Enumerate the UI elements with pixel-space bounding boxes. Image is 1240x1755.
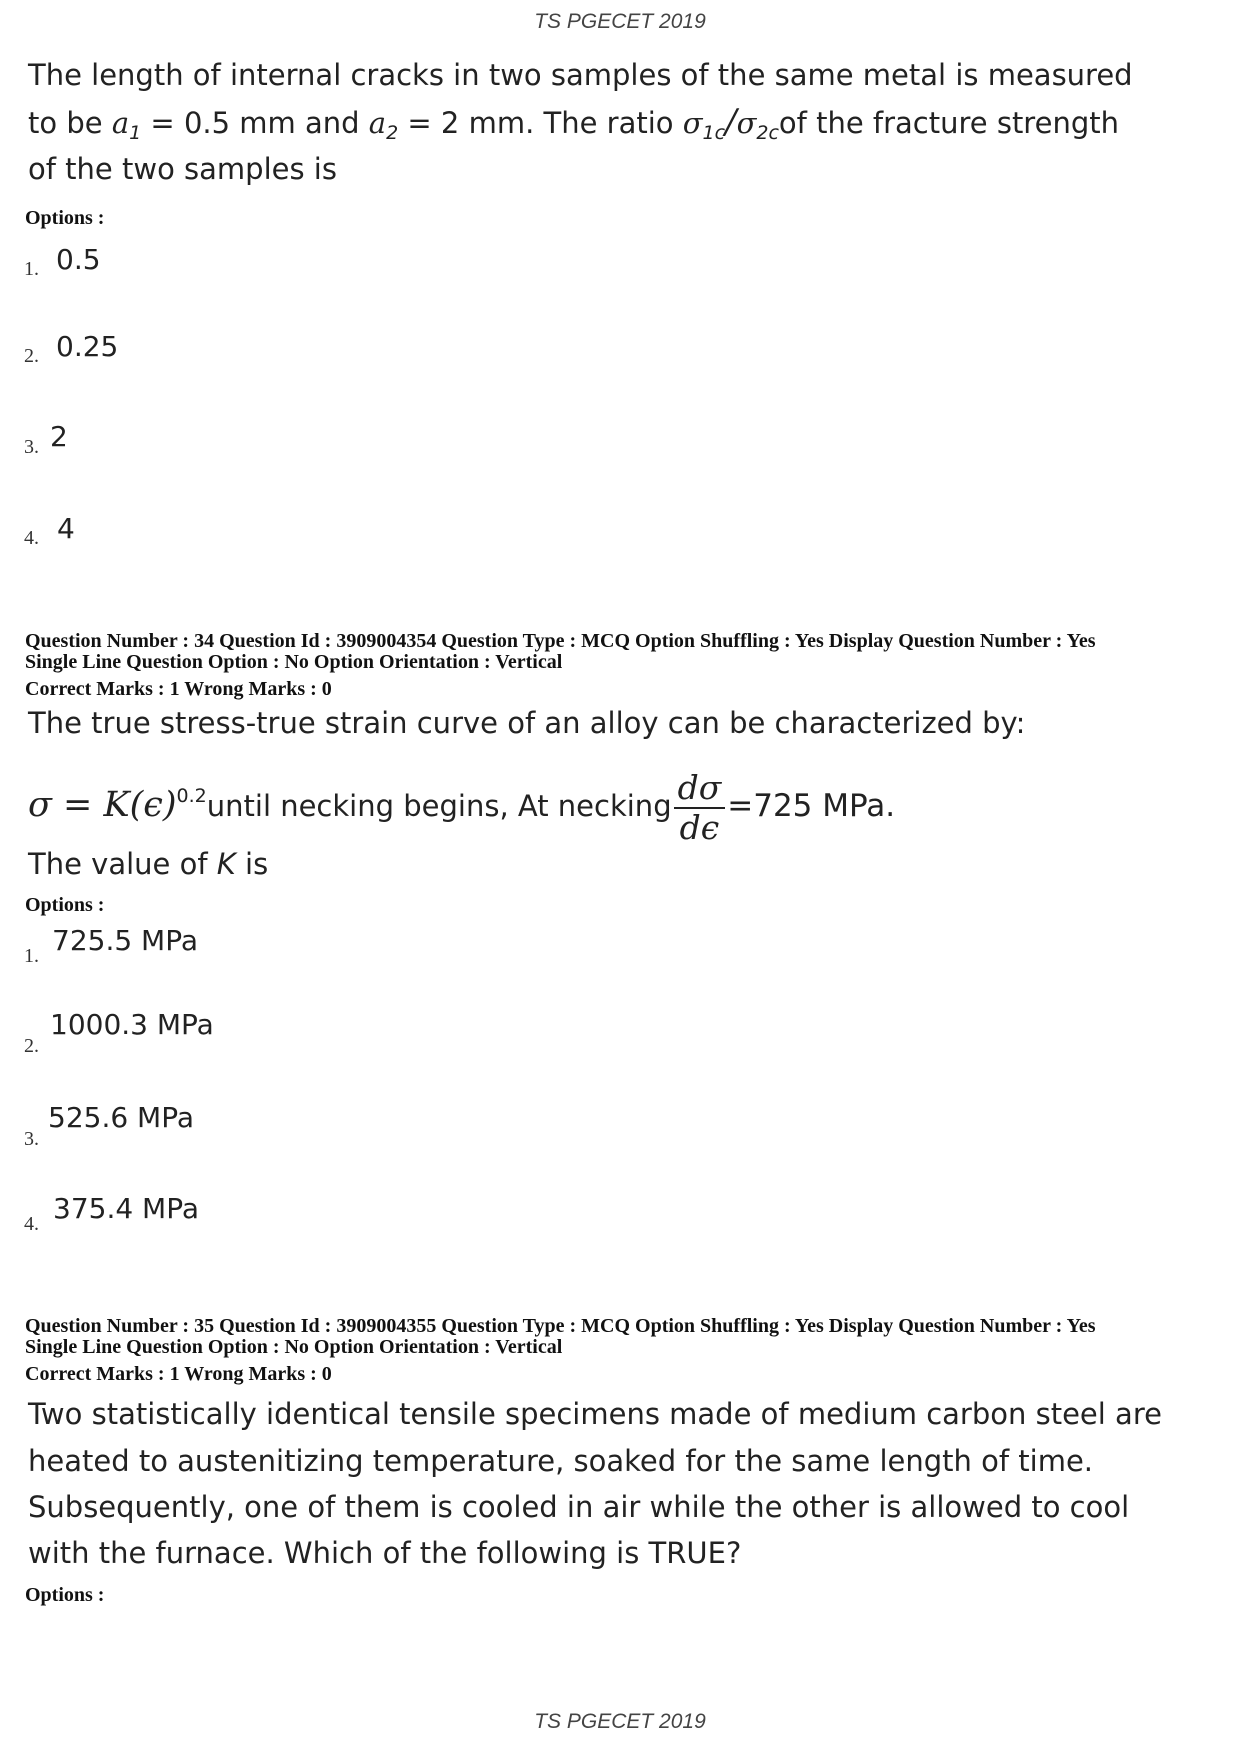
q35-meta-line-3: Correct Marks : 1 Wrong Marks : 0 bbox=[25, 1363, 332, 1385]
q34-option-1[interactable]: 725.5 MPa bbox=[52, 924, 199, 957]
q34-options-label: Options : bbox=[25, 894, 105, 916]
a2-subscript: 2 bbox=[386, 122, 399, 144]
page-header: TS PGECET 2019 bbox=[534, 10, 706, 33]
d-sigma-d-epsilon-fraction bbox=[674, 769, 726, 847]
q33-text-part: of the fracture strength bbox=[778, 106, 1119, 140]
a1-subscript: 1 bbox=[129, 122, 142, 144]
stress-equation-lhs: σ = K(ϵ) bbox=[28, 785, 177, 825]
q33-option-3[interactable]: 2 bbox=[50, 420, 68, 453]
q34-meta-line-1: Question Number : 34 Question Id : 3909004354 Question Type : MCQ Option Shuffling : Yes Display Question Number : Yes bbox=[25, 630, 1096, 652]
q33-text-line-1: The length of internal cracks in two samples of the same metal is measured bbox=[28, 58, 1133, 92]
q33-text-line-3: of the two samples is bbox=[28, 152, 337, 186]
sigma-1c-symbol: σ bbox=[682, 106, 703, 140]
q34-option-2-number: 2. bbox=[24, 1035, 39, 1057]
q34-option-3-number: 3. bbox=[24, 1128, 39, 1150]
q34-equation-text: until necking begins, At necking bbox=[206, 789, 672, 823]
q33-option-4[interactable]: 4 bbox=[57, 512, 75, 545]
fraction-numerator: dσ bbox=[674, 769, 726, 809]
a1-symbol: a bbox=[111, 106, 130, 140]
q34-equation-rhs: =725 MPa. bbox=[727, 788, 896, 824]
q34-option-4[interactable]: 375.4 MPa bbox=[53, 1192, 200, 1225]
stress-equation-exponent: 0.2 bbox=[176, 785, 207, 807]
q33-text-part: = 2 mm. The ratio bbox=[398, 106, 683, 140]
q33-option-2-number: 2. bbox=[24, 345, 39, 367]
sigma-2c-symbol: σ bbox=[736, 106, 757, 140]
q35-text-line-4: with the furnace. Which of the following is TRUE? bbox=[28, 1536, 742, 1570]
q35-options-label: Options : bbox=[25, 1584, 105, 1606]
q34-option-1-number: 1. bbox=[24, 945, 39, 967]
q34-option-4-number: 4. bbox=[24, 1213, 39, 1235]
q35-meta-line-1: Question Number : 35 Question Id : 3909004355 Question Type : MCQ Option Shuffling : Yes Display Question Number : Yes bbox=[25, 1315, 1096, 1337]
q33-option-3-number: 3. bbox=[24, 436, 39, 458]
q34-text-line-3 bbox=[28, 841, 268, 888]
q33-option-2[interactable]: 0.25 bbox=[56, 330, 119, 363]
sigma-2c-subscript: 2c bbox=[756, 122, 779, 144]
q33-option-1[interactable]: 0.5 bbox=[56, 243, 101, 276]
q33-options-label: Options : bbox=[25, 207, 105, 229]
q35-meta-line-2: Single Line Question Option : No Option Orientation : Vertical bbox=[25, 1336, 563, 1358]
q34-option-3[interactable]: 525.6 MPa bbox=[48, 1101, 195, 1134]
q35-text-line-2: heated to austenitizing temperature, soaked for the same length of time. bbox=[28, 1444, 1094, 1478]
page-footer: TS PGECET 2019 bbox=[534, 1710, 706, 1733]
k-symbol: K bbox=[216, 847, 236, 881]
a2-symbol: a bbox=[368, 106, 387, 140]
q34-option-2[interactable]: 1000.3 MPa bbox=[50, 1008, 214, 1041]
q35-text-line-1: Two statistically identical tensile specimens made of medium carbon steel are bbox=[28, 1397, 1162, 1431]
q34-text-part: The value of bbox=[28, 847, 217, 881]
fraction-denominator: dϵ bbox=[679, 808, 720, 847]
q33-text-part: to be bbox=[28, 106, 112, 140]
q33-option-1-number: 1. bbox=[24, 258, 39, 280]
q34-equation bbox=[28, 756, 895, 847]
q35-text-line-3: Subsequently, one of them is cooled in air while the other is allowed to cool bbox=[28, 1490, 1130, 1524]
q34-text-line-1: The true stress-true strain curve of an alloy can be characterized by: bbox=[28, 706, 1026, 740]
q34-meta-line-2: Single Line Question Option : No Option Orientation : Vertical bbox=[25, 651, 563, 673]
q33-option-4-number: 4. bbox=[24, 527, 39, 549]
ratio-slash: / bbox=[725, 102, 737, 142]
sigma-1c-subscript: 1c bbox=[702, 122, 726, 144]
q34-meta-line-3: Correct Marks : 1 Wrong Marks : 0 bbox=[25, 678, 332, 700]
q34-text-part: is bbox=[235, 847, 269, 881]
q33-text-part: = 0.5 mm and bbox=[141, 106, 369, 140]
